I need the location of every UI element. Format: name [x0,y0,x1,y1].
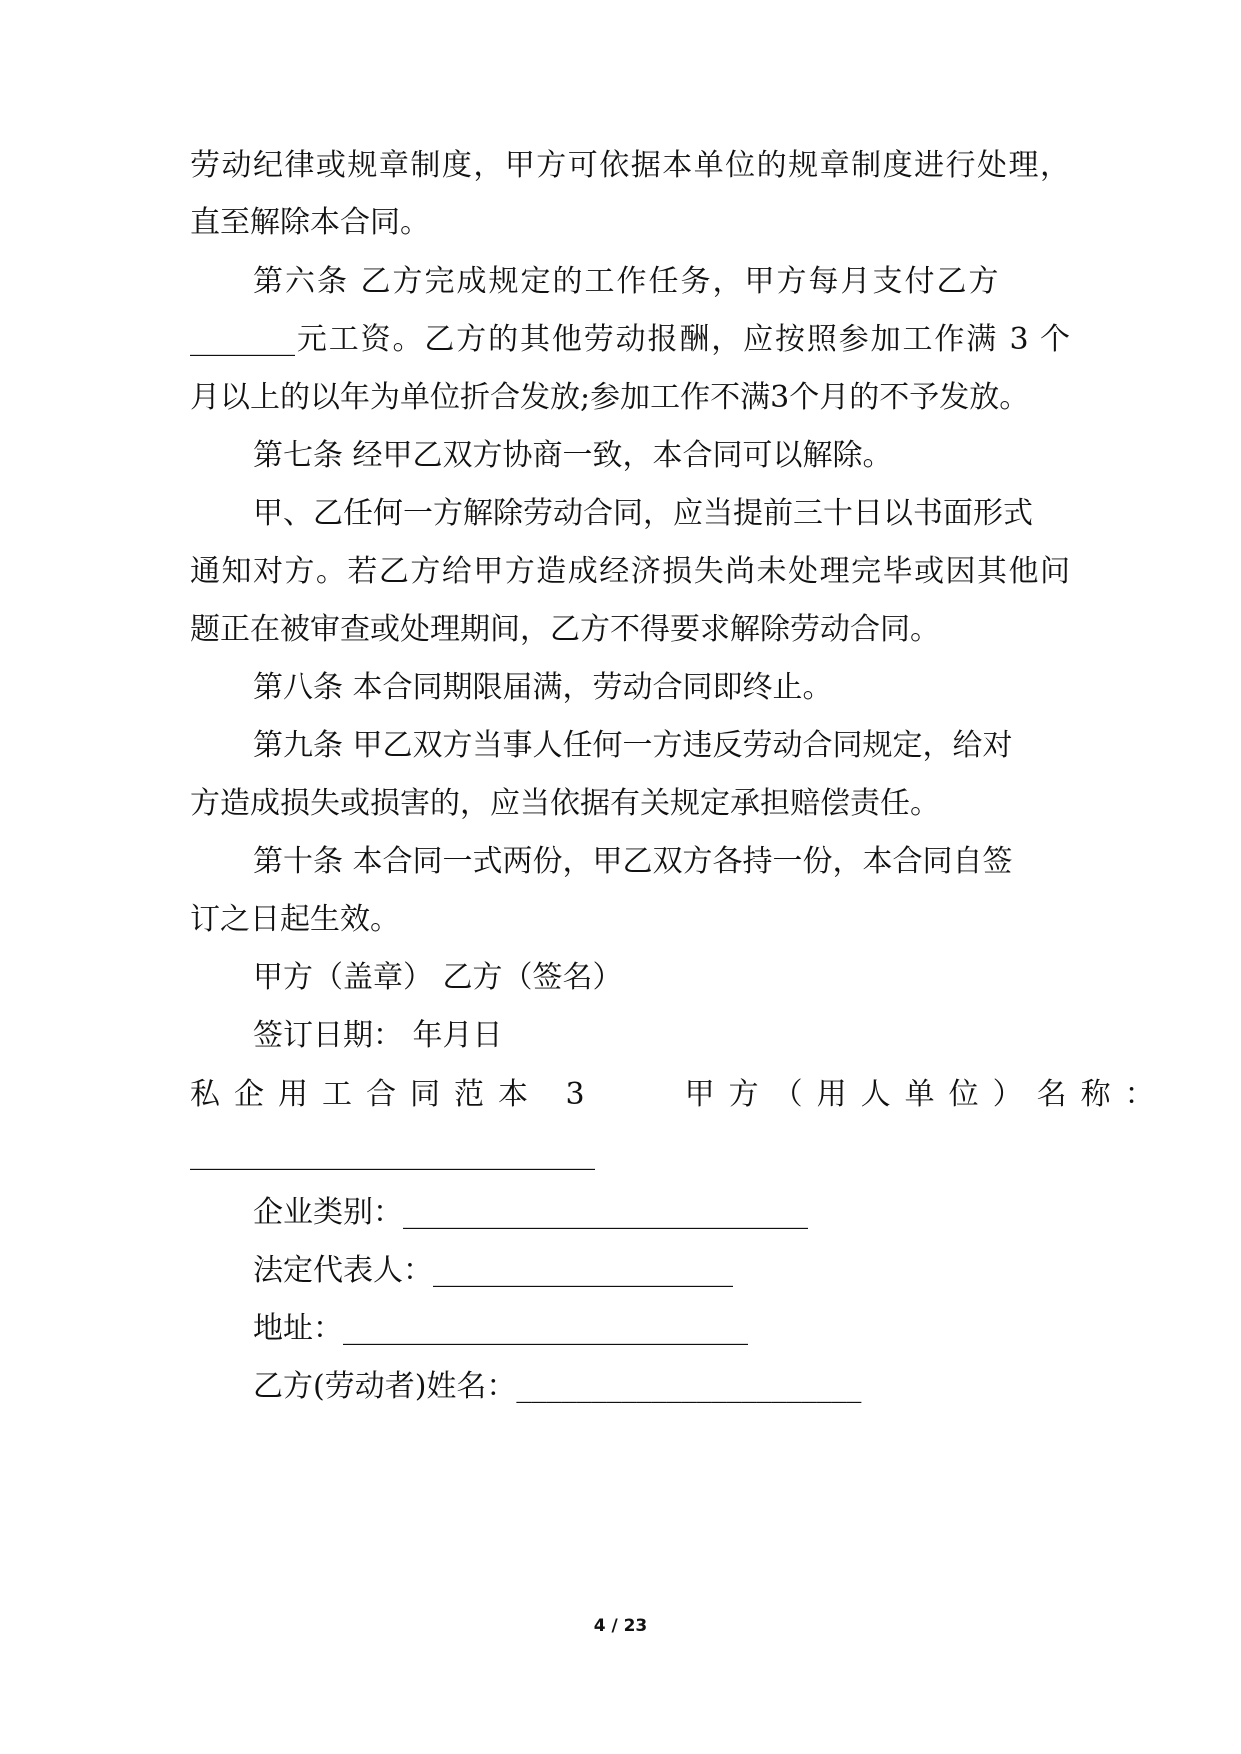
article-7-line: 甲、乙任何一方解除劳动合同，应当提前三十日以书面形式 [253,496,1033,531]
article-6-line: _______元工资。乙方的其他劳动报酬，应按照参加工作满 3 个 [190,322,1070,357]
legal-representative-field: 法定代表人：____________________ [253,1253,733,1288]
article-7-line: 通知对方。若乙方给甲方造成经济损失尚未处理完毕或因其他问 [190,554,1070,589]
article-8-line: 第八条 本合同期限届满，劳动合同即终止。 [253,670,833,705]
article-9-line: 方造成损失或损害的，应当依据有关规定承担赔偿责任。 [190,786,940,821]
page-number: 4 / 23 [593,1616,648,1636]
article-7-line: 第七条 经甲乙双方协商一致，本合同可以解除。 [253,438,893,473]
article-9-line: 第九条 甲乙双方当事人任何一方违反劳动合同规定，给对 [253,728,1013,763]
paragraph-line: 直至解除本合同。 [190,205,430,240]
party-a-name-blank: ___________________________ [190,1136,595,1171]
template-title: 私企用工合同范本 3 [190,1077,599,1112]
address-field: 地址：___________________________ [253,1311,748,1346]
signing-date-line: 签订日期： 年月日 [253,1018,503,1053]
party-b-name-field: 乙方(劳动者)姓名：_______________________ [253,1369,862,1404]
signature-line: 甲方（盖章） 乙方（签名） [253,960,623,995]
enterprise-type-field: 企业类别：___________________________ [253,1195,808,1230]
template-heading-line [190,1075,1169,1115]
article-10-line: 第十条 本合同一式两份，甲乙双方各持一份，本合同自签 [253,844,1013,879]
party-a-name-label: 甲方（用人单位）名称： [684,1077,1169,1112]
article-6-line: 第六条 乙方完成规定的工作任务，甲方每月支付乙方 [253,264,1001,299]
article-7-line: 题正在被审查或处理期间，乙方不得要求解除劳动合同。 [190,612,940,647]
article-10-line: 订之日起生效。 [190,902,400,937]
article-6-line: 月以上的以年为单位折合发放;参加工作不满3个月的不予发放。 [190,380,1030,415]
paragraph-line: 劳动纪律或规章制度，甲方可依据本单位的规章制度进行处理， [190,148,1070,183]
